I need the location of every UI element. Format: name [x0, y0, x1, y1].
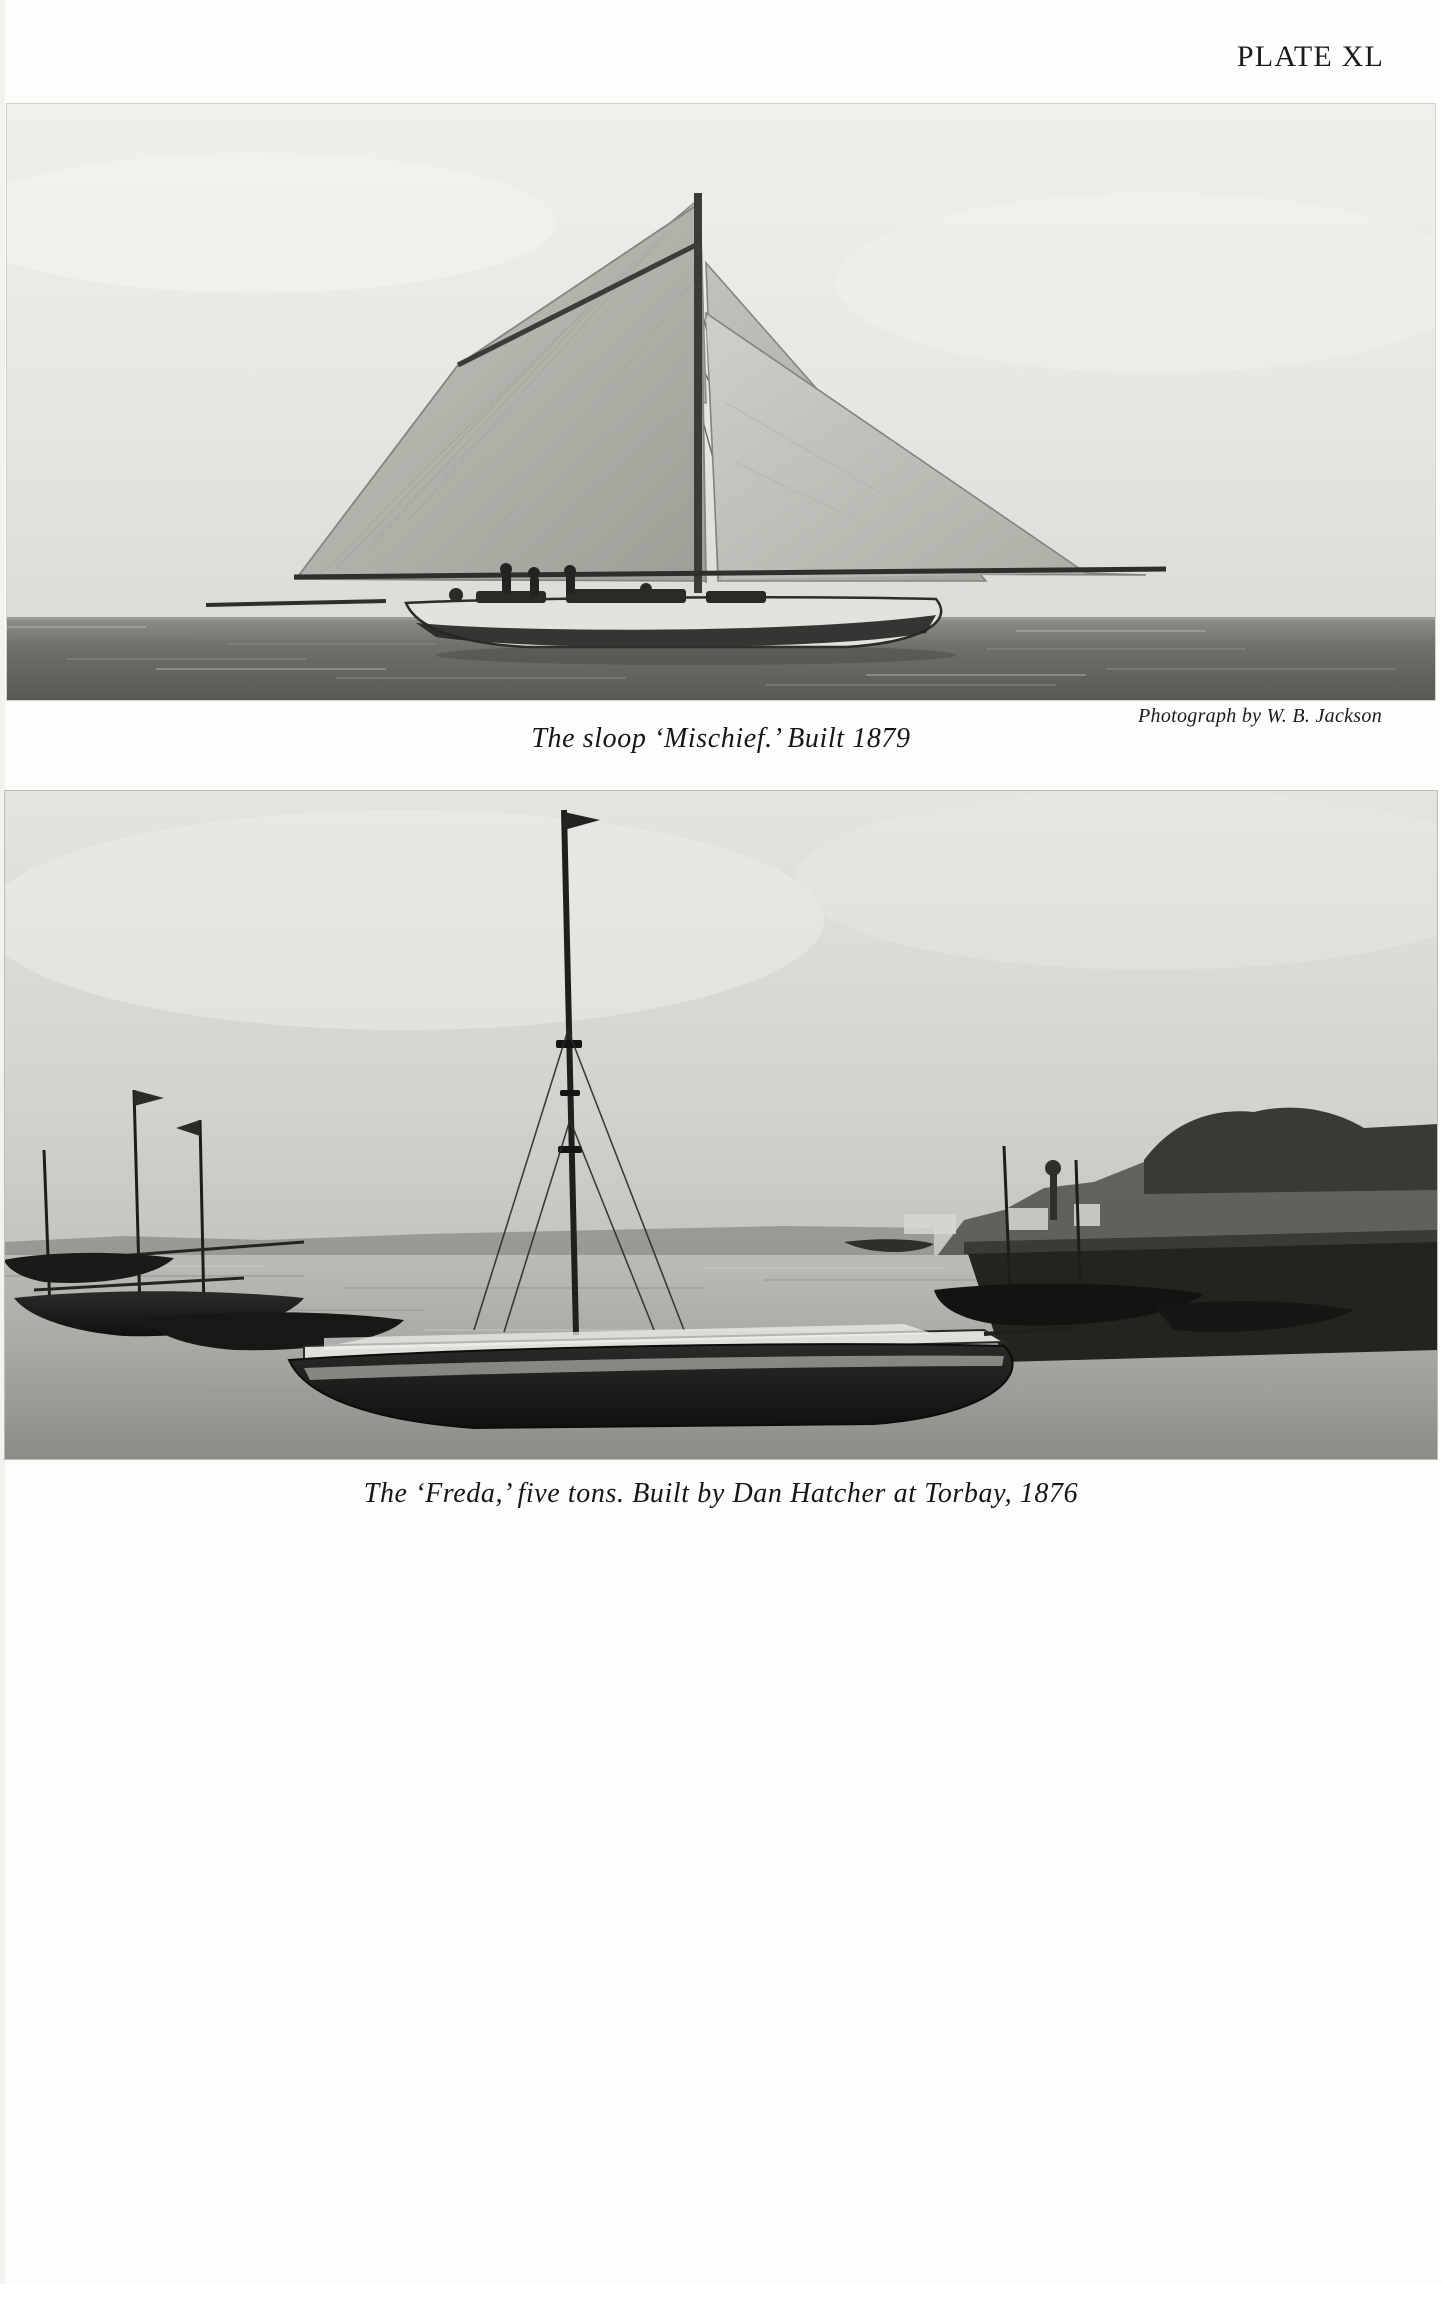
plate-number-label [1237, 40, 1384, 74]
photo-freda [4, 790, 1438, 1460]
caption-mischief: The sloop ‘Mischief.’ Built 1879 [531, 723, 911, 754]
photo-credit-mischief: Photograph by W. B. Jackson [1138, 705, 1382, 727]
caption-freda: The ‘Freda,’ five tons. Built by Dan Hatcher at Torbay, 1876 [363, 1478, 1079, 1509]
freda-illustration [4, 790, 1438, 1460]
photo-mischief [6, 103, 1436, 701]
mischief-illustration [6, 103, 1436, 701]
page-bottom-margin [0, 2284, 1442, 2324]
plate-number-text: PLATE XL [1236, 40, 1384, 73]
